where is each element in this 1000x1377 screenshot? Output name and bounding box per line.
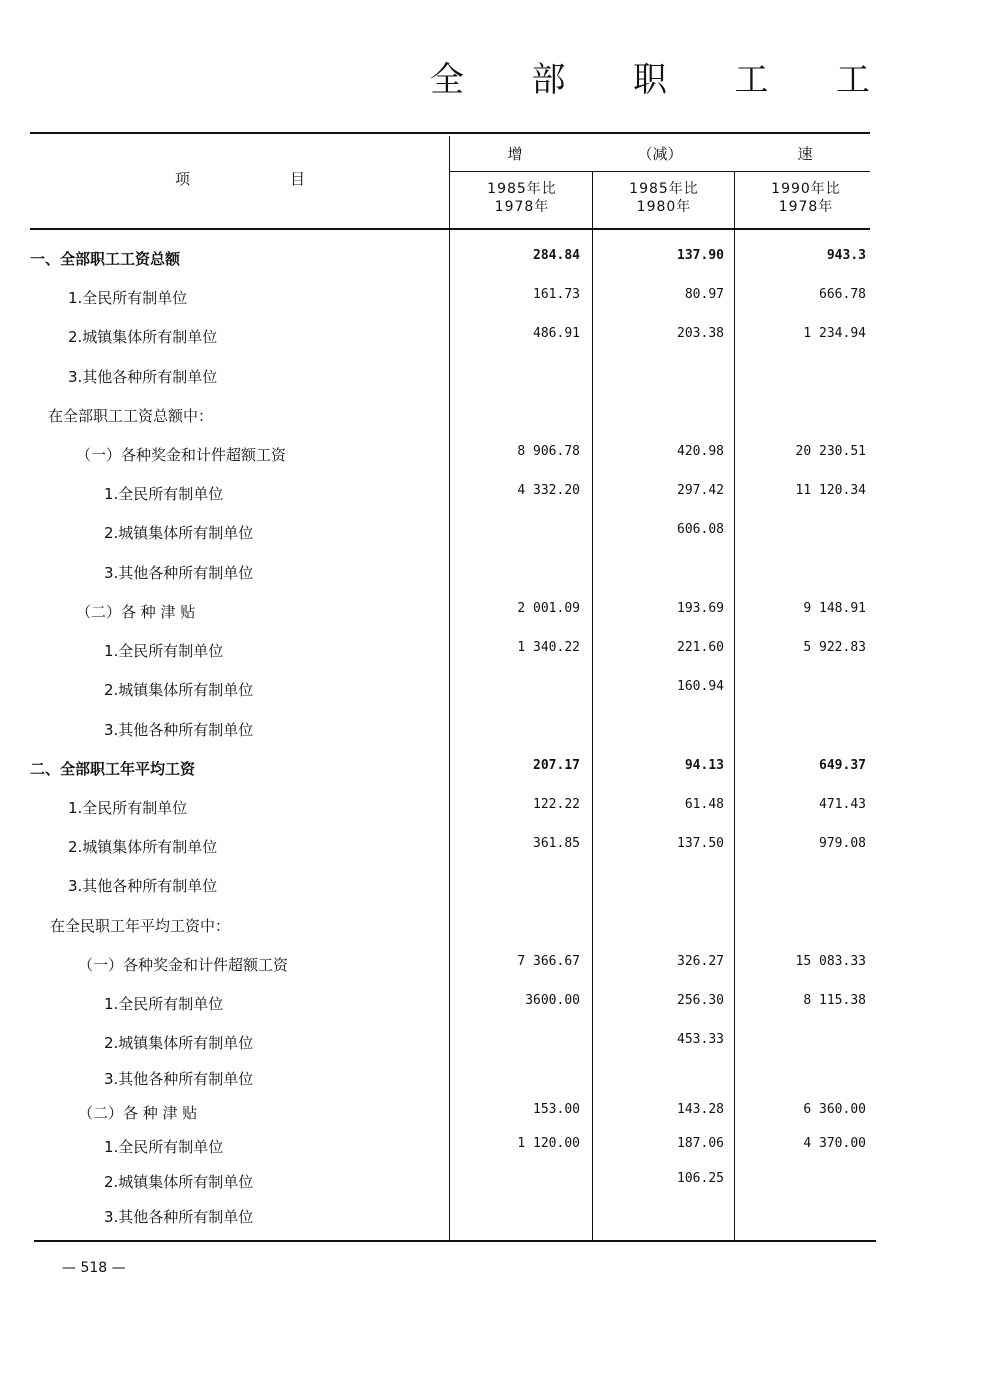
table-row xyxy=(0,522,1000,544)
table-top-rule xyxy=(30,132,870,134)
row-label: 1.全民所有制单位 xyxy=(104,642,224,660)
row-value-col3: 15 083.33 xyxy=(795,954,866,969)
table-row xyxy=(0,326,1000,348)
row-value-col1: 153.00 xyxy=(533,1102,580,1117)
title-char: 全 xyxy=(430,60,464,100)
row-value-col1: 122.22 xyxy=(533,797,580,812)
row-value-col3: 4 370.00 xyxy=(803,1136,866,1151)
row-value-col1: 161.73 xyxy=(533,287,580,302)
growth-header-part: 速 xyxy=(797,145,813,163)
item-header-right: 目 xyxy=(290,170,306,188)
table-row xyxy=(0,758,1000,780)
growth-header-part: 增 xyxy=(507,145,523,163)
table-row xyxy=(0,1206,1000,1228)
growth-header-rule xyxy=(449,171,870,172)
row-label: 1.全民所有制单位 xyxy=(104,995,224,1013)
growth-header xyxy=(450,145,870,163)
row-label: 1.全民所有制单位 xyxy=(68,799,188,817)
row-label: 3.其他各种所有制单位 xyxy=(104,1208,254,1226)
table-row xyxy=(0,444,1000,466)
row-label: 2.城镇集体所有制单位 xyxy=(68,838,218,856)
row-value-col3: 6 360.00 xyxy=(803,1102,866,1117)
row-label: 一、全部职工工资总额 xyxy=(30,250,181,268)
table-row xyxy=(0,1102,1000,1124)
table-row xyxy=(0,248,1000,270)
row-label: 在全部职工工资总额中： xyxy=(48,407,214,425)
row-label: 3.其他各种所有制单位 xyxy=(104,564,254,582)
row-value-col2: 80.97 xyxy=(684,287,724,302)
row-value-col2: 420.98 xyxy=(677,444,724,459)
table-bottom-rule xyxy=(34,1240,876,1242)
row-label: （一）各种奖金和计件超额工资 xyxy=(76,446,287,464)
row-value-col2: 453.33 xyxy=(677,1032,724,1047)
row-label: 1.全民所有制单位 xyxy=(68,289,188,307)
item-column-header xyxy=(30,170,450,188)
row-value-col3: 5 922.83 xyxy=(803,640,866,655)
row-value-col1: 207.17 xyxy=(533,758,580,773)
row-value-col3: 649.37 xyxy=(819,758,866,773)
item-header-left: 项 xyxy=(174,170,190,188)
row-label: 3.其他各种所有制单位 xyxy=(104,721,254,739)
column-header-1: 1985年比 1978年 xyxy=(487,181,557,215)
row-value-col2: 137.50 xyxy=(677,836,724,851)
row-value-col2: 94.13 xyxy=(684,758,724,773)
row-value-col3: 20 230.51 xyxy=(795,444,866,459)
column-header-2: 1985年比 1980年 xyxy=(629,181,699,215)
table-row xyxy=(0,1068,1000,1090)
title-char: 职 xyxy=(633,60,667,100)
title-char: 部 xyxy=(531,60,566,100)
table-row xyxy=(0,562,1000,584)
row-value-col3: 943.3 xyxy=(826,248,866,263)
row-value-col2: 106.25 xyxy=(677,1171,724,1186)
growth-header-part: （减） xyxy=(637,145,683,163)
row-value-col1: 3600.00 xyxy=(525,993,580,1008)
row-value-col2: 221.60 xyxy=(677,640,724,655)
row-value-col2: 193.69 xyxy=(677,601,724,616)
table-row xyxy=(0,287,1000,309)
row-label: 2.城镇集体所有制单位 xyxy=(104,1173,254,1191)
row-label: 2.城镇集体所有制单位 xyxy=(104,1034,254,1052)
row-value-col1: 361.85 xyxy=(533,836,580,851)
row-value-col2: 256.30 xyxy=(677,993,724,1008)
row-value-col3: 471.43 xyxy=(819,797,866,812)
column-header-3: 1990年比 1978年 xyxy=(771,181,841,215)
row-label: 在全民职工年平均工资中： xyxy=(50,917,231,935)
row-label: 2.城镇集体所有制单位 xyxy=(104,681,254,699)
table-row xyxy=(0,1136,1000,1158)
table-row xyxy=(0,797,1000,819)
row-value-col1: 284.84 xyxy=(533,248,580,263)
row-value-col2: 606.08 xyxy=(677,522,724,537)
row-label: （一）各种奖金和计件超额工资 xyxy=(78,956,289,974)
row-value-col1: 1 340.22 xyxy=(517,640,580,655)
row-value-col2: 297.42 xyxy=(677,483,724,498)
row-value-col1: 8 906.78 xyxy=(517,444,580,459)
table-row xyxy=(0,915,1000,937)
table-header-rule xyxy=(30,228,870,230)
row-value-col1: 486.91 xyxy=(533,326,580,341)
title-char: 工 xyxy=(734,60,769,100)
page-title xyxy=(430,52,870,101)
table-row xyxy=(0,954,1000,976)
table-row xyxy=(0,719,1000,741)
table-row xyxy=(0,993,1000,1015)
row-label: 3.其他各种所有制单位 xyxy=(68,877,218,895)
row-value-col1: 2 001.09 xyxy=(517,601,580,616)
row-label: （二）各 种 津 贴 xyxy=(78,1104,198,1122)
table-row xyxy=(0,640,1000,662)
table-row xyxy=(0,875,1000,897)
row-label: 3.其他各种所有制单位 xyxy=(68,368,218,386)
row-value-col2: 160.94 xyxy=(677,679,724,694)
table-row xyxy=(0,836,1000,858)
row-value-col2: 143.28 xyxy=(677,1102,724,1117)
table-row xyxy=(0,1171,1000,1193)
table-row xyxy=(0,405,1000,427)
row-value-col2: 326.27 xyxy=(677,954,724,969)
table-row xyxy=(0,601,1000,623)
row-value-col1: 1 120.00 xyxy=(517,1136,580,1151)
row-value-col2: 187.06 xyxy=(677,1136,724,1151)
table-row xyxy=(0,483,1000,505)
row-value-col3: 1 234.94 xyxy=(803,326,866,341)
row-value-col2: 137.90 xyxy=(677,248,724,263)
row-value-col3: 8 115.38 xyxy=(803,993,866,1008)
row-value-col1: 7 366.67 xyxy=(517,954,580,969)
row-label: 1.全民所有制单位 xyxy=(104,485,224,503)
row-label: 二、全部职工年平均工资 xyxy=(30,760,196,778)
title-char: 工 xyxy=(836,60,870,100)
page-number: — 518 — xyxy=(62,1260,126,1276)
row-value-col3: 9 148.91 xyxy=(803,601,866,616)
row-value-col2: 61.48 xyxy=(684,797,724,812)
row-label: 1.全民所有制单位 xyxy=(104,1138,224,1156)
row-value-col1: 4 332.20 xyxy=(517,483,580,498)
table-row xyxy=(0,366,1000,388)
row-value-col3: 666.78 xyxy=(819,287,866,302)
table-row xyxy=(0,1032,1000,1054)
row-label: 2.城镇集体所有制单位 xyxy=(104,524,254,542)
table-row xyxy=(0,679,1000,701)
row-label: 2.城镇集体所有制单位 xyxy=(68,328,218,346)
row-label: 3.其他各种所有制单位 xyxy=(104,1070,254,1088)
row-value-col3: 11 120.34 xyxy=(795,483,866,498)
row-value-col3: 979.08 xyxy=(819,836,866,851)
row-value-col2: 203.38 xyxy=(677,326,724,341)
row-label: （二）各 种 津 贴 xyxy=(76,603,196,621)
